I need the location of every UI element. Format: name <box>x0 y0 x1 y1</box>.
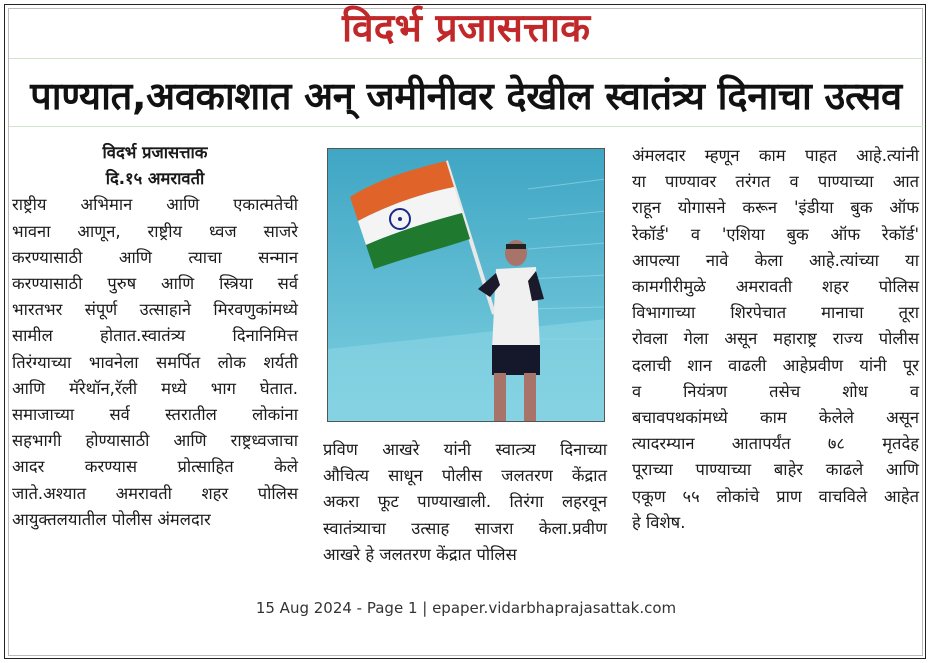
text-line: प्रविण आखरे यांनी स्वात्त्र्य दिनाच्या <box>323 440 607 459</box>
text-line: भावना आणून, राष्ट्रीय ध्वज साजरे <box>12 221 298 241</box>
text-line: कामगीरीमुळे अमरावती शहर पोलिस <box>632 277 919 297</box>
text-line: त्यादरम्यान आतापर्यंत ७८ मृतदेह <box>632 434 919 454</box>
article-photo <box>327 148 605 422</box>
text-line: जाते.अश्यात अमरावती शहर पोलिस <box>12 483 298 503</box>
text-line: आणि मॅरेथॉन,रॅली मध्ये भाग घेतात. <box>12 378 298 398</box>
column-1-text <box>12 192 298 533</box>
text-line: राष्ट्रीय अभिमान आणि एकात्मतेची <box>12 195 298 215</box>
text-line: आपल्या नावे केला आहे.त्यांच्या या <box>632 250 919 270</box>
text-line: स्वातंत्र्याचा उत्साह साजरा केला.प्रवीण <box>323 518 607 538</box>
article-headline: पाण्यात,अवकाशात अन् जमीनीवर देखील स्वातंत्र्य दिनाचा उत्सव <box>30 74 902 118</box>
text-line: करण्यासाठी पुरुष आणि स्त्रिया सर्व <box>12 274 298 294</box>
byline-source: विदर्भ प्रजासत्ताक <box>102 143 208 162</box>
byline-dateline: दि.१५ अमरावती <box>105 169 205 189</box>
text-line: सामील होतात.स्वातंत्र्य दिनानिमित्त <box>12 326 298 346</box>
column-3-text <box>632 143 919 536</box>
text-line: राहून योगासने करून 'इंडीया बुक ऑफ <box>632 198 919 218</box>
headline-rule <box>9 126 923 127</box>
masthead: विदर्भ प्रजासत्ताक <box>341 6 591 51</box>
text-line: बचावपथकांमध्ये काम केलेले असून <box>632 408 919 428</box>
text-line: विभागाच्या शिरपेचात मानाचा तूरा <box>632 303 919 323</box>
text-line: सहभागी होण्यासाठी आणि राष्ट्रध्वजाचा <box>12 431 298 451</box>
footer-dateline: 15 Aug 2024 - Page 1 | epaper.vidarbhaprajasattak.com <box>255 599 677 617</box>
text-line: करण्यासाठी आणि त्याचा सन्मान <box>12 247 298 267</box>
text-line: रोवला गेला असून महाराष्ट्र राज्य पोलीस <box>632 329 919 349</box>
article-column-2 <box>323 437 607 568</box>
article-column-3 <box>632 143 919 536</box>
text-line: आदर करण्यास प्रोत्साहित केले <box>12 457 298 477</box>
text-line: भारतभर संपूर्ण उत्साहाने मिरवणुकांमध्ये <box>12 300 298 320</box>
text-line: अकरा फूट पाण्याखाली. तिरंगा लहरवून <box>323 492 607 512</box>
swimmer-with-flag-illustration <box>328 149 605 422</box>
text-line: दलाची शान वाढली आहेप्रवीण यांनी पूर <box>632 355 919 375</box>
text-line: रेकॉर्ड' व 'एशिया बुक ऑफ रेकॉर्ड' <box>632 224 919 244</box>
text-line: औचित्य साधून पोलीस जलतरण केंद्रात <box>323 466 607 486</box>
text-line: समाजाच्या सर्व स्तरातील लोकांना <box>12 405 298 425</box>
text-line: पूराच्या पाण्याच्या बाहेर काढले आणि <box>632 460 919 480</box>
text-line: आयुक्तलयातील पोलीस अंमलदार <box>12 509 211 529</box>
text-line: एकूण ५५ लोकांचे प्राण वाचविले आहेत <box>632 486 919 506</box>
text-line: आखरे हे जलतरण केंद्रात पोलिस <box>323 544 517 564</box>
text-line: या पाण्यावर तरंगत व पाण्याच्या आत <box>632 172 919 192</box>
text-line: अंमलदार म्हणून काम पाहत आहे.त्यांनी <box>632 146 919 165</box>
masthead-rule <box>9 58 923 59</box>
text-line: व नियंत्रण तसेच शोध व <box>632 381 919 401</box>
article-column-1 <box>12 140 298 533</box>
text-line: तिरंग्याच्या भावनेला समर्पित लोक शर्यती <box>12 352 298 372</box>
column-2-text <box>323 437 607 568</box>
text-line: हे विशेष. <box>632 512 686 532</box>
